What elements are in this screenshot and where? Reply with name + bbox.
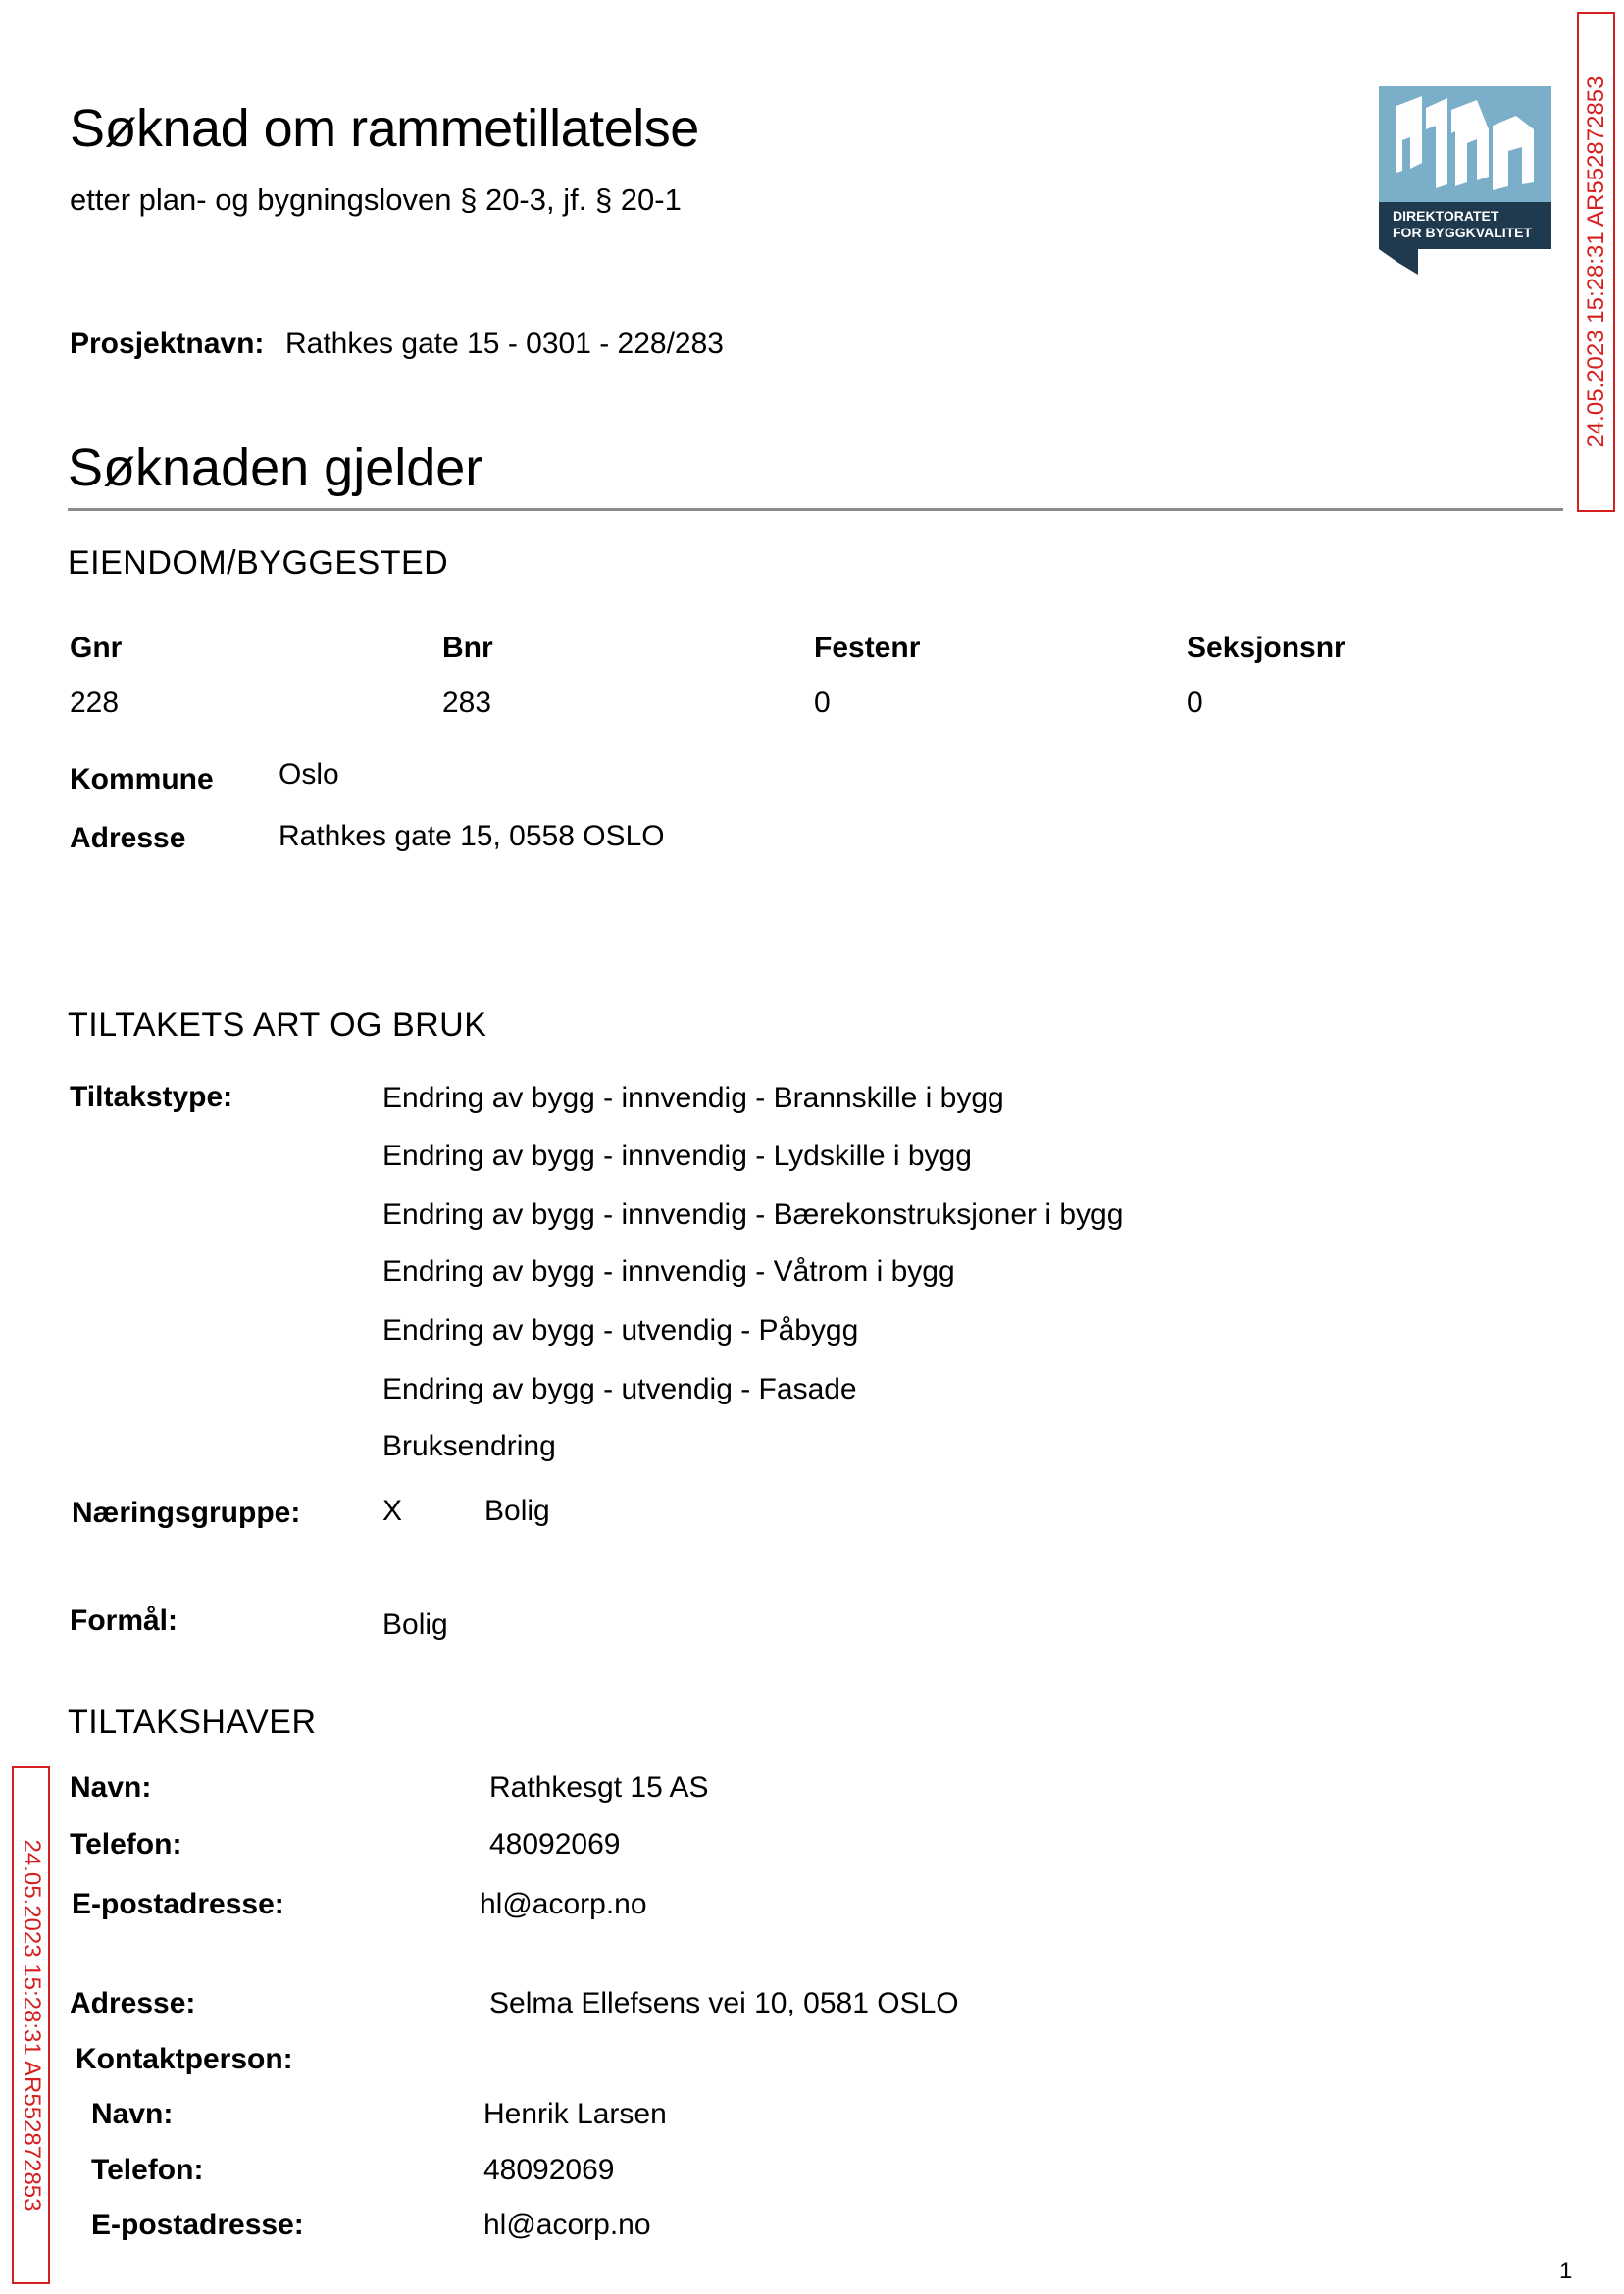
column-header-seksjonsnr: Seksjonsnr (1187, 632, 1345, 664)
owner-name-value: Rathkesgt 15 AS (489, 1771, 709, 1804)
industry-group-value: Bolig (484, 1495, 550, 1527)
logo-text-line2: FOR BYGGKVALITET (1393, 225, 1533, 240)
owner-email-label: E-postadresse: (72, 1888, 284, 1920)
adresse-value: Rathkes gate 15, 0558 OSLO (279, 820, 665, 852)
industry-group-label: Næringsgruppe: (72, 1497, 301, 1529)
owner-address-label: Adresse: (70, 1987, 196, 2019)
owner-phone-label: Telefon: (70, 1828, 182, 1861)
contact-person-label: Kontaktperson: (76, 2043, 293, 2075)
document-title: Søknad om rammetillatelse (70, 99, 699, 158)
owner-name-label: Navn: (70, 1771, 152, 1804)
owner-email-value: hl@acorp.no (480, 1888, 647, 1920)
owner-heading: TILTAKSHAVER (68, 1704, 317, 1741)
receipt-stamp-right (1577, 12, 1615, 512)
adresse-label: Adresse (70, 822, 186, 854)
contact-phone-value: 48092069 (483, 2154, 615, 2186)
contact-email-value: hl@acorp.no (483, 2209, 651, 2241)
project-label: Prosjektnavn: (70, 328, 265, 360)
measure-heading: TILTAKETS ART OG BRUK (68, 1006, 487, 1044)
measure-type-item: Endring av bygg - utvendig - Påbygg (382, 1314, 859, 1347)
contact-name-label: Navn: (91, 2098, 174, 2130)
column-header-festenr: Festenr (814, 632, 921, 664)
purpose-label: Formål: (70, 1605, 178, 1637)
column-header-gnr: Gnr (70, 632, 123, 664)
measure-type-item: Endring av bygg - innvendig - Våtrom i bygg (382, 1255, 955, 1288)
measure-type-item: Endring av bygg - innvendig - Bærekonstruksjoner i bygg (382, 1198, 1124, 1231)
dibk-logo-graphic (1379, 86, 1551, 275)
section-heading: Søknaden gjelder (68, 438, 483, 497)
kommune-value: Oslo (279, 758, 339, 790)
contact-name-value: Henrik Larsen (483, 2098, 667, 2130)
value-seksjonsnr: 0 (1187, 687, 1203, 719)
industry-group-code: X (382, 1495, 403, 1527)
measure-type-item: Endring av bygg - innvendig - Lydskille i bygg (382, 1140, 972, 1172)
document-subtitle: etter plan- og bygningsloven § 20-3, jf. § 20-1 (70, 182, 682, 217)
value-bnr: 283 (442, 687, 492, 719)
receipt-stamp-text: 24.05.2023 15:28:31 AR552872853 (1582, 76, 1609, 448)
measure-type-item: Endring av bygg - innvendig - Brannskille i bygg (382, 1082, 1004, 1114)
value-gnr: 228 (70, 687, 120, 719)
receipt-stamp-text: 24.05.2023 15:28:31 AR552872853 (18, 1839, 45, 2212)
value-festenr: 0 (814, 687, 831, 719)
measure-type-item: Endring av bygg - utvendig - Fasade (382, 1373, 857, 1405)
logo-text-line1: DIREKTORATET (1393, 208, 1499, 224)
section-divider (68, 508, 1563, 511)
measure-type-item: Bruksendring (382, 1430, 556, 1462)
owner-phone-value: 48092069 (489, 1828, 621, 1861)
measure-type-label: Tiltakstype: (70, 1081, 233, 1113)
kommune-label: Kommune (70, 763, 214, 795)
contact-email-label: E-postadresse: (91, 2209, 304, 2241)
project-value: Rathkes gate 15 - 0301 - 228/283 (285, 328, 724, 360)
contact-phone-label: Telefon: (91, 2154, 204, 2186)
dibk-logo (1379, 86, 1551, 280)
owner-address-value: Selma Ellefsens vei 10, 0581 OSLO (489, 1987, 959, 2019)
receipt-stamp-left (12, 1766, 50, 2284)
column-header-bnr: Bnr (442, 632, 493, 664)
page-number: 1 (1559, 2258, 1573, 2284)
property-heading: EIENDOM/BYGGESTED (68, 544, 449, 582)
purpose-value: Bolig (382, 1608, 448, 1641)
